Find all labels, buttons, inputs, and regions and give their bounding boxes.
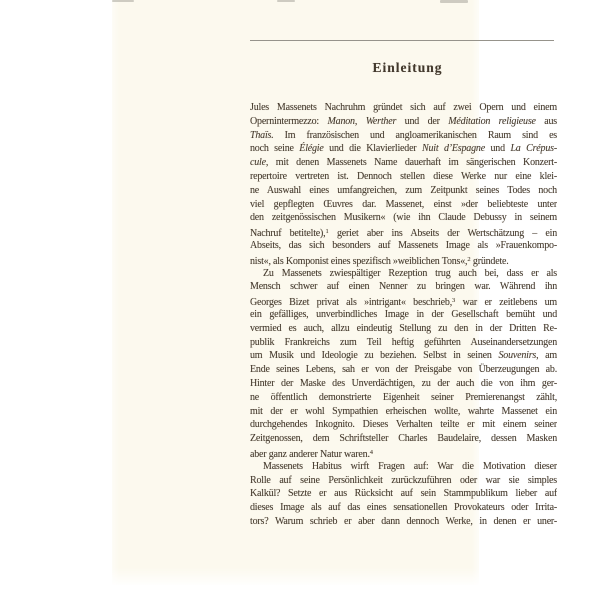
- text-line: dieses Image als auf das eines sensationellen Provokateurs oder Irrita-: [250, 502, 557, 514]
- text-line: mit der er wohl Sympathien erheischen wollte, wahrte Massenet ein: [250, 405, 557, 417]
- text-line: noch seine Élégie und die Klavierlieder Nuit d’Espagne und La Crépus-: [250, 143, 557, 155]
- text-line: nist«, als Komponist eines spezifisch »weiblichen Tons«,$^2$ gründete.: [250, 255, 509, 267]
- text-line: Rolle auf seine Persönlichkeit zurückzuführen oder war sie simples: [250, 474, 557, 486]
- text-line: Zu Massenets zwiespältiger Rezeption trug auch bei, dass er als: [263, 267, 557, 279]
- text-line: Nachruf betitelte),$^1$ geriet aber ins Abseits der Wertschätzung – ein: [250, 228, 557, 239]
- text-line: Ende seines Lebens, sah er von der Preisgabe von Überzeugungen ab.: [250, 364, 557, 376]
- header-rule: [250, 40, 554, 41]
- text-line: Jules Massenets Nachruhm gründet sich auf zwei Opern und einem: [250, 102, 557, 113]
- text-line: den zeitgenössischen Musikern« (wie ihn Claude Debussy in seinem: [250, 212, 557, 224]
- text-line: aber ganz anderer Natur waren.$^4$: [250, 448, 374, 460]
- text-line: Zeitgenossen, dem Schriftsteller Charles Baudelaire, dessen Masken: [250, 433, 557, 445]
- scan-edge-artifact: [112, 0, 134, 2]
- text-line: ne öffentlich demonstrierte Eigenheit seiner Premierenangst zählt,: [250, 391, 557, 403]
- page-body-text: [250, 101, 557, 529]
- text-line: repertoire vertreten ist. Dennoch stellen diese Werke nur eine klei-: [250, 170, 557, 182]
- text-line: Georges Bizet privat als »intrigant« beschrieb,$^3$ war er zeitlebens um: [250, 297, 557, 308]
- text-line: cule, mit denen Massenets Name dauerhaft im sängerischen Konzert-: [250, 157, 557, 169]
- text-line: durchgehendes Inkognito. Dieses Verhalten teilte er mit einem seiner: [250, 419, 557, 431]
- text-line: Kalkül? Setzte er aus Rücksicht auf sein Stammpublikum lieber auf: [250, 488, 557, 500]
- text-line: Thaïs. Im französischen und angloamerikanischen Raum sind es: [250, 129, 557, 141]
- text-line: Mensch schwer auf einen Nenner zu bringen war. Während ihn: [250, 281, 557, 293]
- chapter-heading: Einleitung: [372, 60, 443, 75]
- text-line: ein gefälliges, unverbindliches Image in der Gesellschaft bemüht und: [250, 308, 557, 320]
- scan-edge-artifact: [277, 0, 295, 2]
- text-line: tors? Warum schrieb er aber dann dennoch Werke, in denen er uner-: [250, 515, 557, 527]
- text-line: ne Auswahl eines umfangreichen, zum Zeitpunkt seines Todes noch: [250, 184, 557, 196]
- text-line: viel gepflegten Œuvres dar. Massenet, einst »der beliebteste unter: [250, 198, 557, 210]
- text-line: publik Frankreichs zum Teil heftig geführten Auseinandersetzungen: [250, 336, 557, 348]
- text-line: Hinter der Maske des Unverdächtigen, zu der auch die von ihm ger-: [250, 377, 557, 389]
- book-page: [112, 0, 557, 585]
- text-line: Abseits, das sich besonders auf Massenets Image als »Frauenkompo-: [250, 239, 557, 251]
- scan-edge-artifact: [440, 0, 468, 3]
- text-line: vermied es auch, allzu eindeutig Stellung zu den in der Dritten Re-: [250, 322, 557, 334]
- text-line: um Musik und Ideologie zu beziehen. Selbst in seinen Souvenirs, am: [250, 350, 557, 362]
- text-line: Massenets Habitus wirft Fragen auf: War die Motivation dieser: [263, 460, 557, 472]
- text-line: Opernintermezzo: Manon, Werther und der Méditation religieuse aus: [250, 115, 557, 127]
